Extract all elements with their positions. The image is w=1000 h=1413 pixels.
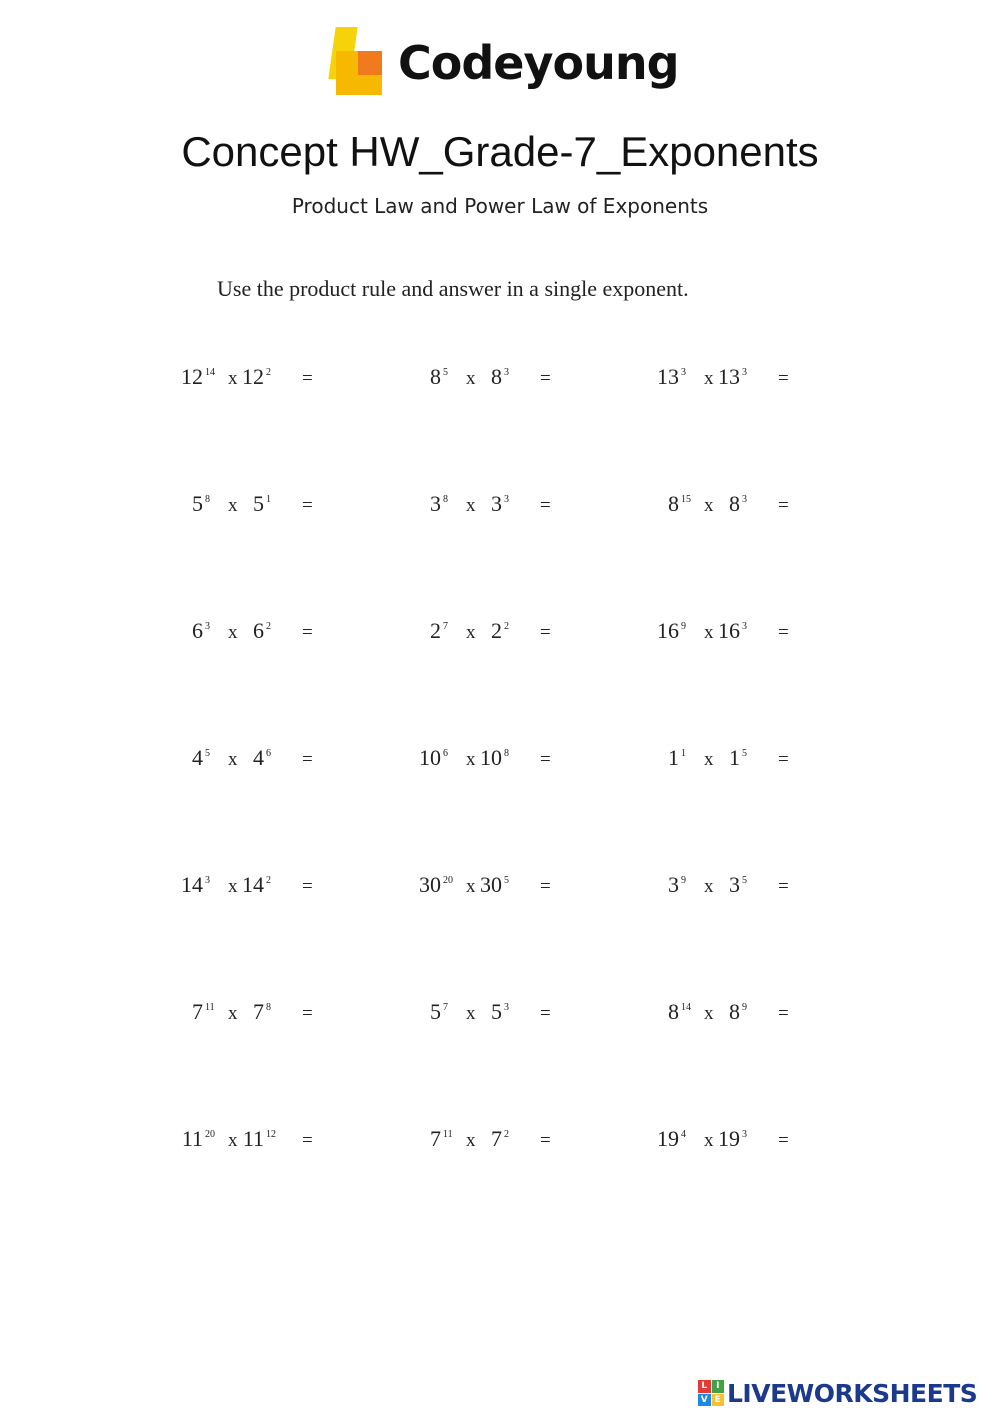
multiply-sign: x: [466, 622, 476, 643]
second-exponent: 9: [742, 1002, 747, 1013]
second-base: 11: [242, 1126, 264, 1151]
first-base: 13: [657, 364, 679, 389]
second-base: 5: [253, 491, 264, 516]
exponent-problem: [636, 864, 816, 898]
badge-letter: V: [698, 1394, 711, 1407]
second-base: 3: [491, 491, 502, 516]
first-exponent: 3: [205, 875, 210, 886]
second-base: 8: [729, 999, 740, 1024]
second-base: 19: [718, 1126, 740, 1151]
liveworksheets-footer: [698, 1378, 977, 1408]
first-exponent: 5: [443, 367, 448, 378]
first-exponent: 11: [443, 1129, 453, 1140]
first-base: 10: [419, 745, 441, 770]
first-exponent: 1: [681, 748, 686, 759]
multiply-sign: x: [704, 368, 714, 389]
second-base: 6: [253, 618, 264, 643]
exponent-problem: [160, 610, 340, 644]
first-base: 3: [668, 872, 679, 897]
multiply-sign: x: [466, 1130, 476, 1151]
multiply-sign: x: [704, 876, 714, 897]
first-exponent: 7: [443, 621, 448, 632]
multiply-sign: x: [466, 1003, 476, 1024]
first-exponent: 5: [205, 748, 210, 759]
exponent-problem: [398, 991, 578, 1025]
first-base: 30: [419, 872, 441, 897]
exponent-problem: [636, 1118, 816, 1152]
exponent-problem: [160, 737, 340, 771]
equals-sign: =: [540, 622, 551, 643]
exponent-problem: [398, 1118, 578, 1152]
second-base: 1: [729, 745, 740, 770]
exponent-problem: [160, 991, 340, 1025]
second-exponent: 5: [742, 875, 747, 886]
equals-sign: =: [302, 495, 313, 516]
equals-sign: =: [302, 876, 313, 897]
exponent-problem: [398, 483, 578, 517]
multiply-sign: x: [466, 495, 476, 516]
first-base: 4: [192, 745, 203, 770]
equals-sign: =: [302, 368, 313, 389]
second-base: 30: [480, 872, 502, 897]
equals-sign: =: [778, 495, 789, 516]
page-subtitle: Product Law and Power Law of Exponents: [291, 194, 709, 218]
exponent-problem: [636, 991, 816, 1025]
second-exponent: 3: [742, 367, 747, 378]
first-exponent: 20: [205, 1129, 215, 1140]
first-base: 5: [192, 491, 203, 516]
multiply-sign: x: [228, 495, 238, 516]
multiply-sign: x: [704, 749, 714, 770]
exponent-problem: [160, 356, 340, 390]
second-base: 8: [729, 491, 740, 516]
first-exponent: 9: [681, 875, 686, 886]
second-base: 4: [253, 745, 264, 770]
multiply-sign: x: [228, 622, 238, 643]
equals-sign: =: [778, 1130, 789, 1151]
exponent-problem: [636, 356, 816, 390]
first-exponent: 4: [681, 1129, 686, 1140]
first-base: 5: [430, 999, 441, 1024]
equals-sign: =: [302, 749, 313, 770]
second-base: 12: [242, 364, 264, 389]
equals-sign: =: [778, 622, 789, 643]
first-base: 11: [181, 1126, 203, 1151]
second-exponent: 3: [742, 1129, 747, 1140]
exponent-problem: [636, 610, 816, 644]
multiply-sign: x: [228, 876, 238, 897]
first-exponent: 9: [681, 621, 686, 632]
equals-sign: =: [778, 749, 789, 770]
multiply-sign: x: [466, 876, 476, 897]
footer-brand: LIVEWORKSHEETS: [727, 1378, 978, 1408]
first-base: 6: [192, 618, 203, 643]
exponent-problem: [398, 610, 578, 644]
equals-sign: =: [778, 876, 789, 897]
equals-sign: =: [540, 1130, 551, 1151]
brand-name: Codeyoung: [398, 36, 679, 90]
first-base: 2: [430, 618, 441, 643]
first-base: 7: [430, 1126, 441, 1151]
exponent-problem: [160, 483, 340, 517]
first-base: 16: [657, 618, 679, 643]
second-exponent: 2: [266, 621, 271, 632]
exponent-problem: [160, 864, 340, 898]
first-exponent: 14: [205, 367, 215, 378]
first-base: 8: [430, 364, 441, 389]
second-exponent: 2: [266, 875, 271, 886]
first-base: 3: [430, 491, 441, 516]
second-base: 10: [480, 745, 502, 770]
first-base: 14: [181, 872, 203, 897]
second-base: 7: [253, 999, 264, 1024]
second-exponent: 3: [504, 367, 509, 378]
first-base: 8: [668, 491, 679, 516]
first-exponent: 20: [443, 875, 453, 886]
equals-sign: =: [302, 622, 313, 643]
first-exponent: 15: [681, 494, 691, 505]
first-exponent: 3: [205, 621, 210, 632]
second-base: 13: [718, 364, 740, 389]
second-base: 2: [491, 618, 502, 643]
liveworksheets-logo-icon: [698, 1380, 724, 1406]
first-exponent: 11: [205, 1002, 215, 1013]
first-exponent: 8: [443, 494, 448, 505]
first-exponent: 6: [443, 748, 448, 759]
second-exponent: 5: [504, 875, 509, 886]
equals-sign: =: [540, 495, 551, 516]
exponent-problem: [398, 356, 578, 390]
first-exponent: 3: [681, 367, 686, 378]
multiply-sign: x: [228, 1130, 238, 1151]
equals-sign: =: [540, 876, 551, 897]
second-base: 3: [729, 872, 740, 897]
multiply-sign: x: [466, 368, 476, 389]
second-exponent: 5: [742, 748, 747, 759]
equals-sign: =: [540, 368, 551, 389]
page-title: Concept HW_Grade-7_Exponents: [181, 128, 819, 175]
multiply-sign: x: [228, 368, 238, 389]
second-exponent: 2: [266, 367, 271, 378]
first-exponent: 8: [205, 494, 210, 505]
first-base: 19: [657, 1126, 679, 1151]
first-base: 7: [192, 999, 203, 1024]
second-exponent: 3: [504, 1002, 509, 1013]
first-exponent: 14: [681, 1002, 691, 1013]
badge-letter: L: [698, 1380, 711, 1393]
second-exponent: 3: [742, 494, 747, 505]
exponent-problem: [398, 737, 578, 771]
second-exponent: 8: [504, 748, 509, 759]
second-base: 16: [718, 618, 740, 643]
equals-sign: =: [540, 1003, 551, 1024]
second-base: 5: [491, 999, 502, 1024]
exponent-problem: [636, 483, 816, 517]
equals-sign: =: [302, 1003, 313, 1024]
multiply-sign: x: [228, 1003, 238, 1024]
equals-sign: =: [540, 749, 551, 770]
second-exponent: 2: [504, 621, 509, 632]
exponent-problem: [160, 1118, 340, 1152]
badge-letter: I: [712, 1380, 725, 1393]
first-base: 1: [668, 745, 679, 770]
multiply-sign: x: [704, 1003, 714, 1024]
second-base: 14: [242, 872, 264, 897]
multiply-sign: x: [466, 749, 476, 770]
equals-sign: =: [778, 1003, 789, 1024]
second-exponent: 1: [266, 494, 271, 505]
multiply-sign: x: [704, 1130, 714, 1151]
badge-letter: E: [712, 1394, 725, 1407]
instruction-text: Use the product rule and answer in a single exponent.: [217, 276, 689, 301]
second-exponent: 12: [266, 1129, 276, 1140]
exponent-problem: [636, 737, 816, 771]
second-exponent: 2: [504, 1129, 509, 1140]
first-base: 12: [181, 364, 203, 389]
second-base: 7: [491, 1126, 502, 1151]
second-base: 8: [491, 364, 502, 389]
second-exponent: 3: [742, 621, 747, 632]
multiply-sign: x: [704, 622, 714, 643]
second-exponent: 8: [266, 1002, 271, 1013]
equals-sign: =: [302, 1130, 313, 1151]
multiply-sign: x: [704, 495, 714, 516]
exponent-problem: [398, 864, 578, 898]
multiply-sign: x: [228, 749, 238, 770]
second-exponent: 6: [266, 748, 271, 759]
first-base: 8: [668, 999, 679, 1024]
second-exponent: 3: [504, 494, 509, 505]
first-exponent: 7: [443, 1002, 448, 1013]
equals-sign: =: [778, 368, 789, 389]
